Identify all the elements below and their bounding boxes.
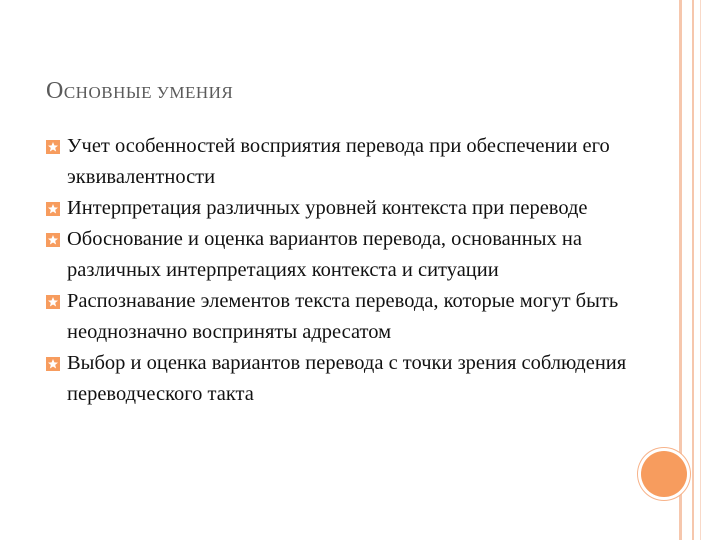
star-bullet-icon	[46, 140, 60, 154]
bullet-text: Учет особенностей восприятия перевода при обеспечении его эквивалентности	[67, 135, 610, 188]
bullet-text: Распознавание элементов текста перевода, которые могут быть неоднозначно восприняты адресатом	[67, 290, 619, 343]
bullet-list	[46, 131, 646, 410]
list-item	[46, 131, 646, 193]
star-bullet-icon	[46, 357, 60, 371]
decorative-circle	[641, 451, 687, 497]
list-item	[46, 224, 646, 286]
bullet-text: Интерпретация различных уровней контекста при переводе	[67, 197, 588, 219]
star-bullet-icon	[46, 233, 60, 247]
list-item	[46, 193, 646, 224]
slide-title	[46, 78, 233, 105]
slide-title-initial: О	[46, 78, 64, 104]
decorative-line	[700, 0, 701, 540]
bullet-text: Выбор и оценка вариантов перевода с точки зрения соблюдения переводческого такта	[67, 352, 627, 405]
list-item	[46, 348, 646, 410]
decorative-line	[692, 0, 694, 540]
star-bullet-icon	[46, 295, 60, 309]
bullet-text: Обоснование и оценка вариантов перевода, основанных на различных интерпретациях контекста и ситуации	[67, 228, 582, 281]
slide-title-rest: СНОВНЫЕ УМЕНИЯ	[63, 83, 234, 102]
list-item	[46, 286, 646, 348]
star-bullet-icon	[46, 202, 60, 216]
